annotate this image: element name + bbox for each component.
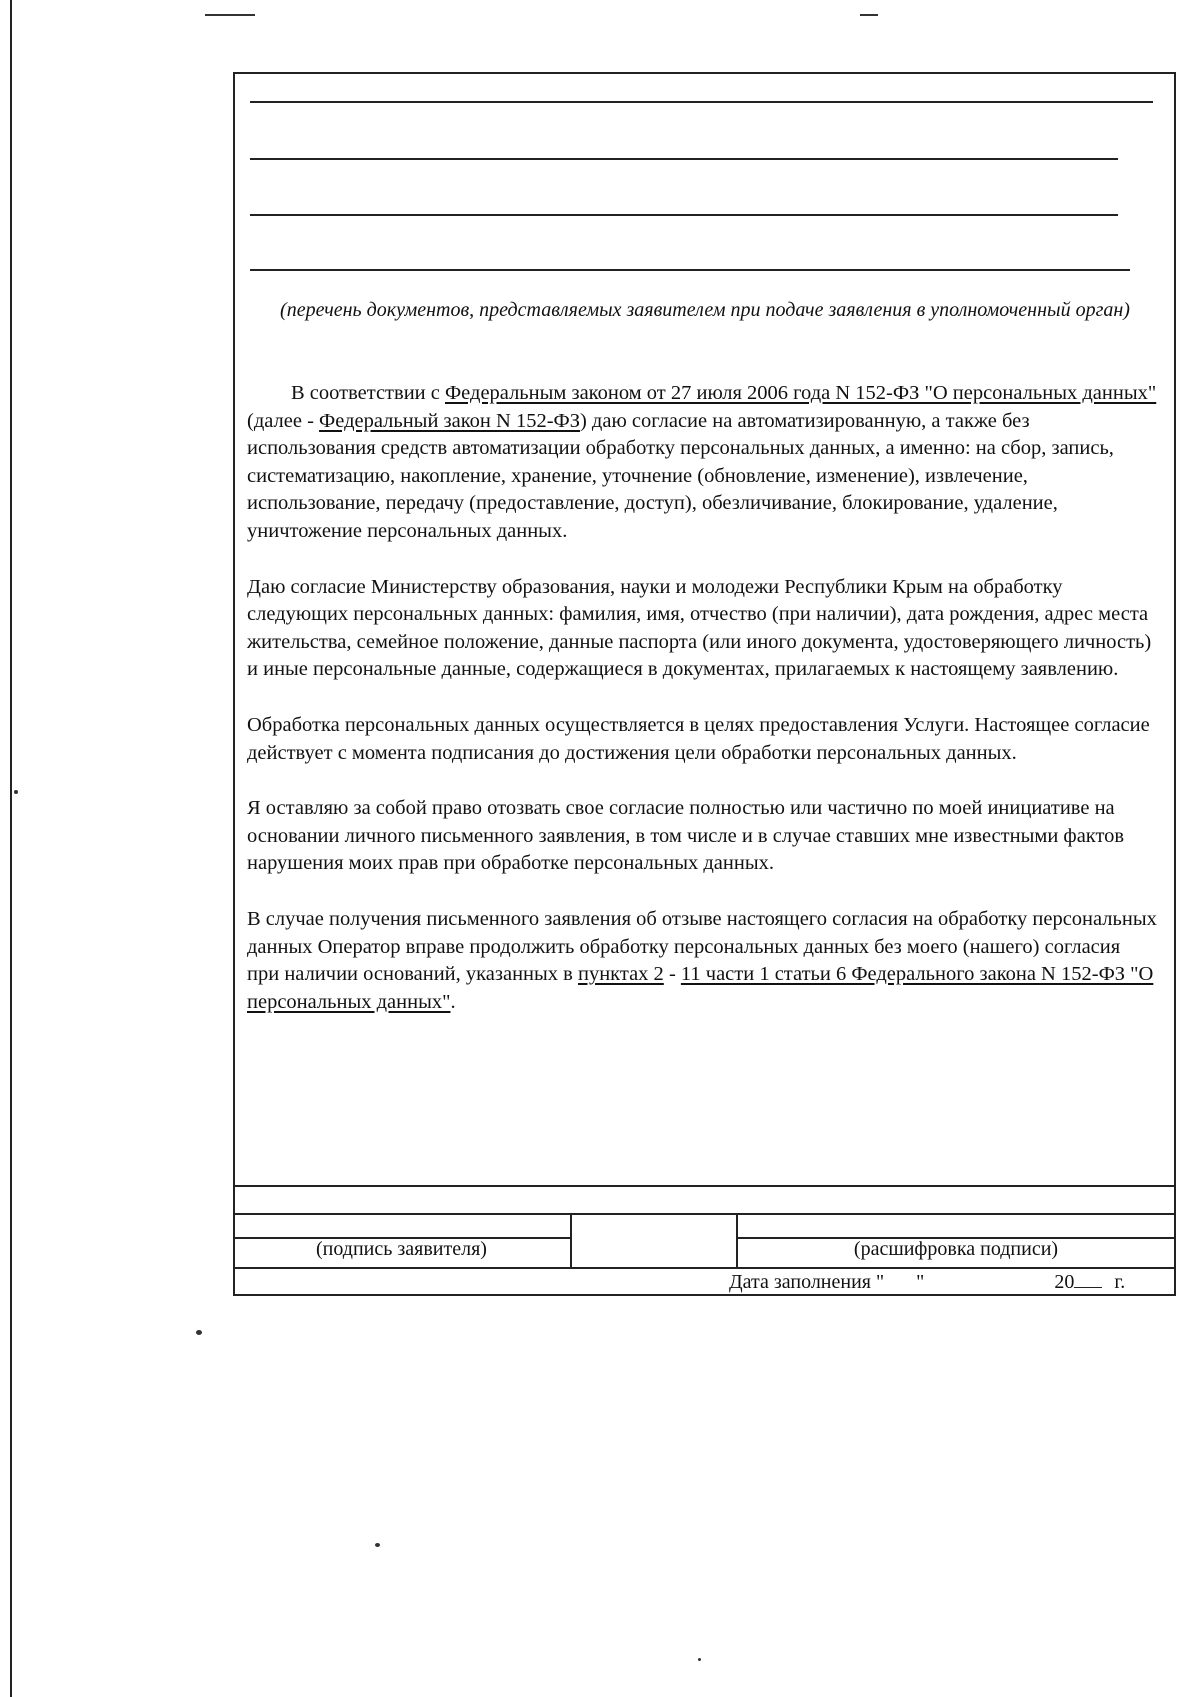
consent-paragraph-5 xyxy=(247,906,1157,1016)
text-fragment: (далее - xyxy=(247,409,320,432)
signature-decode-label: (расшифровка подписи) xyxy=(853,1238,1059,1260)
points-link[interactable]: пунктах 2 xyxy=(577,963,664,986)
date-quote: " xyxy=(916,1271,925,1293)
consent-text xyxy=(247,380,1157,1044)
document-list-line-3[interactable] xyxy=(250,214,1118,216)
table-divider xyxy=(233,1213,1176,1215)
article-link[interactable]: 11 части 1 статьи 6 Федерального закона N 152-ФЗ "О персональных данных" xyxy=(247,963,1154,1013)
law-short-link[interactable]: Федеральный закон N 152-ФЗ xyxy=(319,409,580,432)
year-suffix: г. xyxy=(1114,1271,1126,1293)
table-divider xyxy=(570,1213,572,1269)
year-prefix: 20 xyxy=(1054,1271,1075,1293)
scan-speck xyxy=(196,1330,202,1335)
scan-speck xyxy=(375,1543,380,1547)
scan-mark xyxy=(860,14,878,16)
document-list-line-4[interactable] xyxy=(250,269,1130,271)
document-list-line-2[interactable] xyxy=(250,158,1118,160)
scan-mark xyxy=(205,14,255,16)
scan-speck xyxy=(14,790,18,794)
scan-speck xyxy=(698,1658,701,1661)
date-label: Дата заполнения " xyxy=(729,1271,885,1293)
law-link[interactable]: Федеральным законом от 27 июля 2006 года N 152-ФЗ "О персональных данных" xyxy=(444,382,1157,404)
text-fragment: - xyxy=(663,963,681,986)
table-divider xyxy=(233,1185,1176,1187)
signature-table xyxy=(233,1185,1176,1296)
consent-paragraph-3: Обработка персональных данных осуществляется в целях предоставления Услуги. Настоящее согласие действует с момента подписания до достижения цели обработки персональных данных. xyxy=(247,713,1150,764)
document-list-line-1[interactable] xyxy=(250,101,1153,103)
consent-paragraph-2: Даю согласие Министерству образования, науки и молодежи Республики Крым на обработку следующих персональных данных: фамилия, имя, отчество (при наличии), дата рождения, адрес места жительства, семейное положение, данные паспорта (или иного документа, удостоверяющего личность) и иные персональные данные, содержащиеся в документах, прилагаемых к настоящему заявлению. xyxy=(247,575,1152,681)
text-fragment: В случае получения письменного заявления об отзыве настоящего согласия на обработку персональных данных Оператор вправе продолжить обработку персональных данных без моего (нашего) согласия при наличии оснований, указанных в xyxy=(247,907,1157,986)
applicant-signature-label: (подпись заявителя) xyxy=(316,1238,487,1260)
date-field[interactable] xyxy=(729,1269,1125,1294)
consent-paragraph-1 xyxy=(247,380,1157,546)
text-fragment: ) даю согласие на автоматизированную, а также без использования средств автоматизации обработку персональных данных, а именно: на сбор, запись, систематизацию, накопление, хранение, уточнение (обновление, изменение), извлечение, использование, передачу (предоставление, доступ), обезличивание, блокирование, удаление, уничтожение персональных данных. xyxy=(247,409,1114,542)
consent-paragraph-4: Я оставляю за собой право отозвать свое согласие полностью или частично по моей инициативе на основании личного письменного заявления, в том числе и в случае ставших мне известными фактов нарушения моих прав при обработке персональных данных. xyxy=(247,797,1125,875)
text-fragment: В соответствии с xyxy=(291,382,445,404)
scan-edge-line xyxy=(10,0,12,1697)
document-list-caption: (перечень документов, представляемых заявителем при подаче заявления в уполномоченный орган) xyxy=(280,299,1130,321)
text-fragment: . xyxy=(450,990,456,1013)
